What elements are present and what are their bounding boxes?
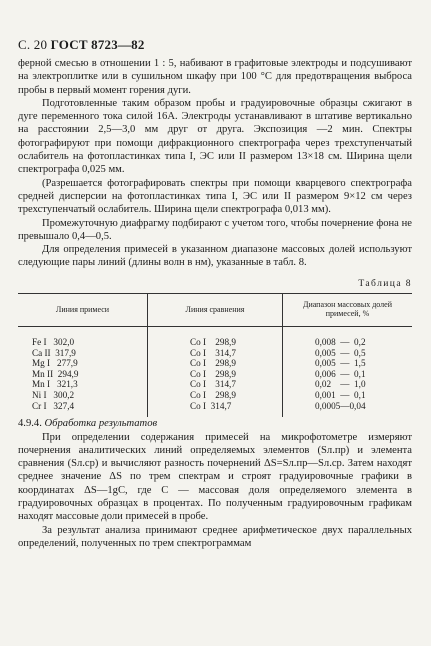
table-header-row: [18, 294, 412, 327]
table-row: [18, 390, 412, 401]
impurity-line: Mg I 277,9: [32, 358, 78, 369]
document-body: [18, 57, 412, 550]
column-header: Линия примеси: [18, 294, 148, 327]
table-row: [18, 358, 412, 369]
impurity-line: Ca II 317,9: [32, 347, 76, 358]
lines-table: [18, 293, 412, 417]
reference-line: Co I 314,7: [190, 400, 232, 411]
range-cell: 0,001 — 0,1: [315, 390, 366, 401]
range-cell: 0,006 — 0,1: [315, 368, 366, 379]
impurity-line: Fe I 302,0: [32, 337, 75, 348]
table-row: [18, 327, 412, 348]
table-row: [18, 401, 412, 418]
reference-line: Co I 298,9: [190, 358, 236, 369]
range-cell: 0,02 — 1,0: [315, 379, 366, 390]
paragraph: Подготовленные таким образом пробы и градуировочные образцы сжигают в дуге переменного тока силой 16А. Электроды устанавливают в штативе вертикально на расстоянии 2,5—3,0 мм друг от друга. Экспозиция —2 мин. Спектры фотографируют при помощи дифракционного спектрографа через трехступенчатый ослабитель на фотопластинках типа I, ЭС или II размером 13×18 см. Ширина щели спектрографа 0,025 мм.: [18, 97, 412, 176]
column-header: Диапазон массовых долей примесей, %: [283, 294, 413, 327]
reference-line: Co I 298,9: [190, 337, 236, 348]
paragraph: За результат анализа принимают среднее арифметическое двух параллельных определений, полученных по трем спектрограммам: [18, 524, 412, 549]
reference-line: Co I 298,9: [190, 368, 236, 379]
range-cell: 0,005 — 0,5: [315, 347, 366, 358]
impurity-line: Mn I 321,3: [32, 379, 78, 390]
paragraph: Промежуточную диафрагму подбирают с учетом того, чтобы почернение фона не превышало 0,4—0,5.: [18, 217, 412, 242]
paragraph: Для определения примесей в указанном диапазоне массовых долей используют следующие пары линий (длины волн в нм), указанные в табл. 8.: [18, 244, 412, 269]
table-caption: Таблица 8: [358, 277, 412, 289]
impurity-line: Mn II 294,9: [32, 368, 79, 379]
page-header: [18, 37, 145, 53]
standard-code: ГОСТ 8723—82: [50, 37, 145, 52]
section-heading: [18, 417, 412, 430]
table-row: [18, 369, 412, 380]
range-cell: 0,0005—0,04: [315, 400, 366, 411]
paragraph: (Разрешается фотографировать спектры при помощи кварцевого спектрографа средней дисперсии на фотопластинках типа I, ЭС или II размером 9×12 см через трехступенчатый ослабитель. Ширина щели спектрографа 0,013 мм).: [18, 177, 412, 216]
reference-line: Co I 314,7: [190, 379, 236, 390]
paragraph: ферной смесью в отношении 1 : 5, набивают в графитовые электроды и подсушивают на электроплитке или в сушильном шкафу при 100 °С для предотвращения выброса пробы в первый момент горения дуги.: [18, 58, 412, 96]
section-title: Обработка результатов: [44, 418, 158, 430]
column-header: Линия сравнения: [148, 294, 283, 327]
page-number: С. 20: [18, 37, 48, 52]
table-row: [18, 348, 412, 359]
reference-line: Co I 314,7: [190, 347, 236, 358]
paragraph: При определении содержания примесей на микрофотометре измеряют почернения аналитических линий определяемых элементов (Sл.пр) и элемента сравнения (Sл.ср) и вычисляют разность почернений ΔS=Sл.пр—Sл.ср. Затем находят среднее значение ΔS по трем спектрам и строят градуировочные графики в координатах ΔS—1gC, где C — массовая доля определяемого элемента в градуировочных образцах в процентах. По полученным градуировочным графикам находят массовые доли примесей в пробе.: [18, 431, 412, 523]
section-number: 4.9.4.: [18, 418, 42, 430]
reference-line: Co I 298,9: [190, 390, 236, 401]
range-cell: 0,005 — 1,5: [315, 358, 366, 369]
impurity-line: Ni I 300,2: [32, 390, 75, 401]
impurity-line: Cr I 327,4: [32, 400, 75, 411]
range-cell: 0,008 — 0,2: [315, 337, 366, 348]
table-row: [18, 379, 412, 390]
